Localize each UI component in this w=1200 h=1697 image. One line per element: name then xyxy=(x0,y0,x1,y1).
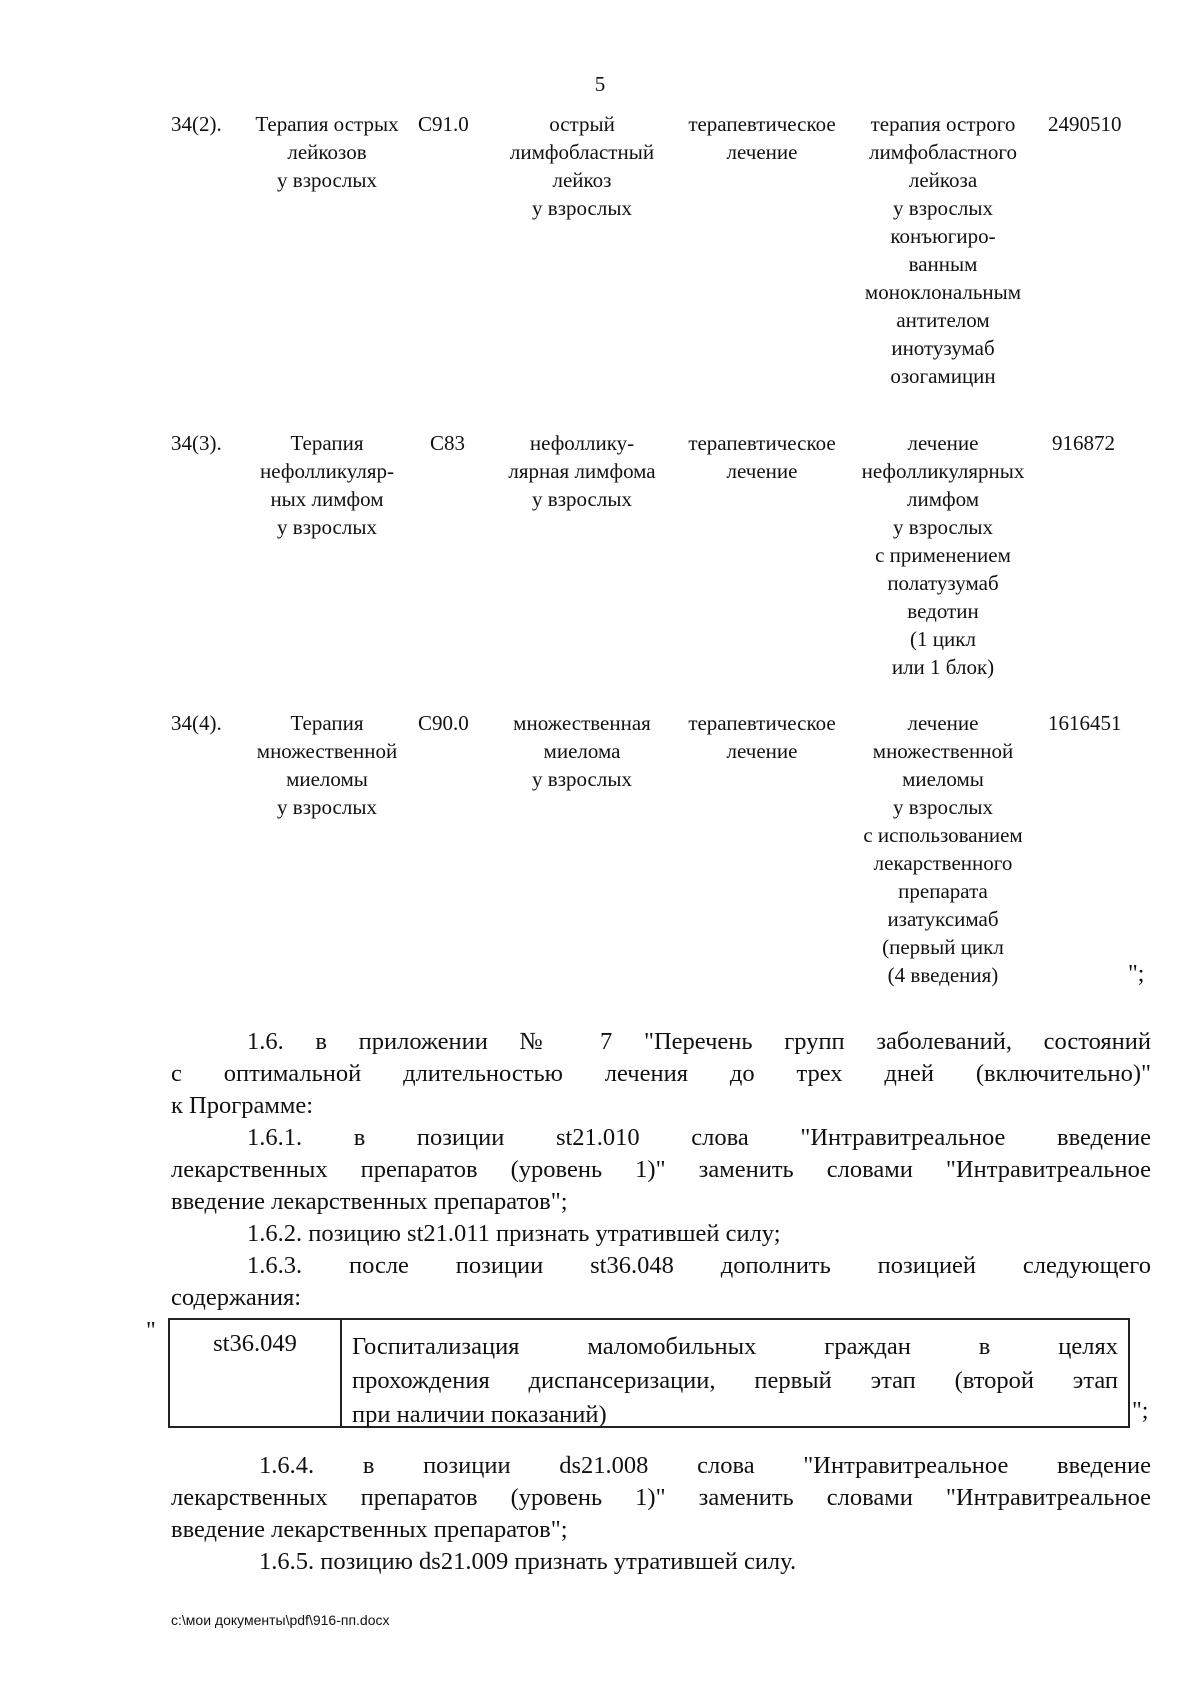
row-method: лечение нефолликулярных лимфом у взрослых с применением полатузумаб ведотин (1 цикл или 1 блок) xyxy=(861,431,1025,679)
row-method: лечение множественной миеломы у взрослых с использованием лекарственного препарата изатуксимаб (первый цикл (4 введения) xyxy=(863,711,1023,987)
text-line: введение лекарственных препаратов"; xyxy=(171,1516,568,1543)
text-line: Госпитализация маломобильных граждан в целях xyxy=(352,1333,1118,1360)
text-line: 1.6.2. позицию st21.011 признать утратившей силу; xyxy=(247,1220,781,1247)
row-diagnosis: множественная миелома у взрослых xyxy=(513,711,651,791)
paragraph-1-6-3 xyxy=(171,1250,1151,1314)
page-number: 5 xyxy=(594,72,606,96)
row-method: терапия острого лимфобластного лейкоза у взрослых конъюгиро- ванным моноклональным антителом инотузумаб озогамицин xyxy=(864,112,1022,388)
text-line: 1.6.3. после позиции st36.048 дополнить позицией следующего xyxy=(247,1252,1151,1279)
row-type: терапевтическое лечение xyxy=(688,431,836,483)
row-type: терапевтическое лечение xyxy=(688,112,836,164)
row-name: Терапия нефолликуляр- ных лимфом у взрослых xyxy=(260,431,394,539)
text-line: при наличии показаний) xyxy=(352,1401,607,1428)
paragraph-1-6-1 xyxy=(171,1122,1151,1218)
text-line: содержания: xyxy=(171,1284,302,1311)
text-line: 1.6.4. в позиции ds21.008 слова "Интравитреальное введение xyxy=(259,1452,1151,1479)
table-close-mark: "; xyxy=(1128,961,1145,987)
paragraph-1-6-4 xyxy=(171,1450,1151,1546)
row-code: C90.0 xyxy=(418,711,469,735)
row-code: C91.0 xyxy=(418,112,469,136)
row-number: 34(2). xyxy=(171,112,222,136)
close-quote-mark: "; xyxy=(1132,1398,1149,1424)
row-name: Терапия острых лейкозов у взрослых xyxy=(255,112,399,192)
inserted-position-table xyxy=(168,1318,1130,1428)
column-divider xyxy=(340,1320,342,1426)
row-number: 34(4). xyxy=(171,711,222,735)
position-code: st36.049 xyxy=(213,1330,297,1357)
open-quote-mark: " xyxy=(146,1318,156,1344)
paragraph-1-6 xyxy=(171,1026,1151,1122)
footer-file-path: c:\мои документы\pdf\916-пп.docx xyxy=(171,1612,390,1628)
text-line: 1.6.1. в позиции st21.010 слова "Интравитреальное введение xyxy=(247,1124,1151,1151)
text-line: введение лекарственных препаратов"; xyxy=(171,1188,568,1215)
row-amount: 916872 xyxy=(1052,431,1115,455)
row-diagnosis: острый лимфобластный лейкоз у взрослых xyxy=(509,112,655,220)
text-line: лекарственных препаратов (уровень 1)" заменить словами "Интравитреальное xyxy=(171,1156,1151,1183)
text-line: 1.6.5. позицию ds21.009 признать утратившей силу. xyxy=(259,1548,797,1575)
paragraph-1-6-2 xyxy=(171,1218,1151,1250)
text-line: к Программе: xyxy=(171,1092,314,1119)
text-line: 1.6. в приложении № 7 "Перечень групп заболеваний, состояний xyxy=(247,1028,1151,1055)
row-code: C83 xyxy=(430,431,466,455)
paragraph-1-6-5 xyxy=(171,1546,1151,1578)
text-line: с оптимальной длительностью лечения до трех дней (включительно)" xyxy=(171,1060,1151,1087)
text-line: прохождения диспансеризации, первый этап (второй этап xyxy=(352,1367,1118,1394)
row-amount: 2490510 xyxy=(1048,112,1122,136)
text-line: лекарственных препаратов (уровень 1)" заменить словами "Интравитреальное xyxy=(171,1484,1151,1511)
row-type: терапевтическое лечение xyxy=(688,711,836,763)
row-number: 34(3). xyxy=(171,431,222,455)
row-diagnosis: нефоллику- лярная лимфома у взрослых xyxy=(508,431,656,511)
row-amount: 1616451 xyxy=(1048,711,1122,735)
position-description xyxy=(352,1330,1118,1432)
row-name: Терапия множественной миеломы у взрослых xyxy=(256,711,398,819)
